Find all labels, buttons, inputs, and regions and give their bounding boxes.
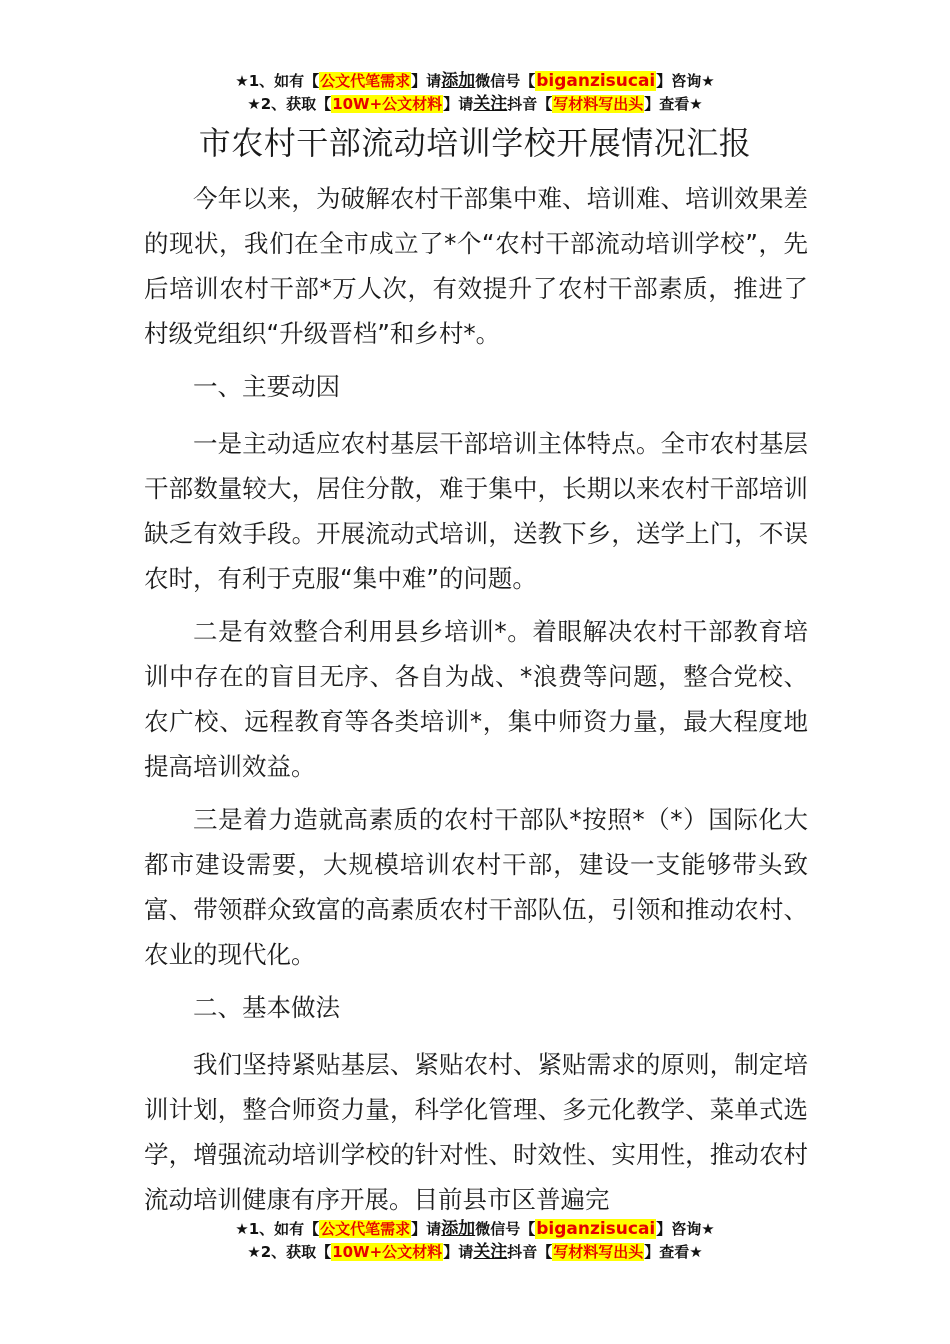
section-heading-1: 一、主要动因 [193,372,340,401]
promo-text: 】查看★ [644,95,703,113]
promo-douyin-id: 写材料写出头 [553,95,644,113]
promo-underlined: 添加 [441,71,476,91]
promo-text: ★1、如有【 [235,72,320,90]
footer-promo-banner [0,1218,950,1264]
promo-highlight: 公文代笔需求 [320,72,411,90]
promo-line-1 [0,70,950,93]
paragraph-point-1: 一是主动适应农村基层干部培训主体特点。全市农村基层干部数量较大，居住分散，难于集中，长期以来农村干部培训缺乏有效手段。开展流动式培训，送教下乡，送学上门，不误农时，有利于克服“集中难”的问题。 [144,429,808,593]
promo-underlined: 关注 [473,94,508,114]
promo-line-1 [0,1218,950,1241]
promo-text: ★2、获取【 [247,1243,332,1261]
promo-text: 微信号【 [475,72,536,90]
promo-text: 】请 [411,1220,442,1238]
header-promo-banner [0,70,950,116]
promo-wechat-id: biganzisucai [536,71,656,91]
promo-wechat-id: biganzisucai [536,1219,656,1239]
promo-line-2 [0,1241,950,1264]
promo-underlined: 添加 [441,1219,476,1239]
promo-text: 微信号【 [475,1220,536,1238]
promo-highlight: 10W+公文材料 [332,1243,443,1261]
promo-underlined: 关注 [473,1242,508,1262]
promo-text: 抖音【 [507,1243,553,1261]
document-title: 市农村干部流动培训学校开展情况汇报 [198,124,752,162]
document-body [144,176,808,1230]
promo-douyin-id: 写材料写出头 [553,1243,644,1261]
paragraph-point-2: 二是有效整合利用县乡培训*。着眼解决农村干部教育培训中存在的盲目无序、各自为战、*浪费等问题，整合党校、农广校、远程教育等各类培训*，集中师资力量，最大程度地提高培训效益。 [144,617,808,781]
promo-text: 】请 [411,72,442,90]
promo-text: 】咨询★ [656,1220,715,1238]
promo-text: 抖音【 [507,95,553,113]
paragraph-methods: 我们坚持紧贴基层、紧贴农村、紧贴需求的原则，制定培训计划，整合师资力量，科学化管理、多元化教学、菜单式选学，增强流动培训学校的针对性、时效性、实用性，推动农村流动培训健康有序开展。目前县市区普遍完 [144,1050,808,1214]
promo-text: 】请 [443,95,474,113]
promo-line-2 [0,93,950,116]
paragraph-intro: 今年以来，为破解农村干部集中难、培训难、培训效果差的现状，我们在全市成立了*个“农村干部流动培训学校”，先后培训农村干部*万人次，有效提升了农村干部素质，推进了村级党组织“升级晋档”和乡村*。 [144,184,808,348]
paragraph-point-3: 三是着力造就高素质的农村干部队*按照*（*）国际化大都市建设需要，大规模培训农村干部，建设一支能够带头致富、带领群众致富的高素质农村干部队伍，引领和推动农村、农业的现代化。 [144,805,808,969]
promo-text: 】请 [443,1243,474,1261]
promo-text: 】查看★ [644,1243,703,1261]
promo-text: 】咨询★ [656,72,715,90]
promo-text: ★1、如有【 [235,1220,320,1238]
promo-highlight: 公文代笔需求 [320,1220,411,1238]
section-heading-2: 二、基本做法 [193,993,340,1022]
promo-text: ★2、获取【 [247,95,332,113]
promo-highlight: 10W+公文材料 [332,95,443,113]
